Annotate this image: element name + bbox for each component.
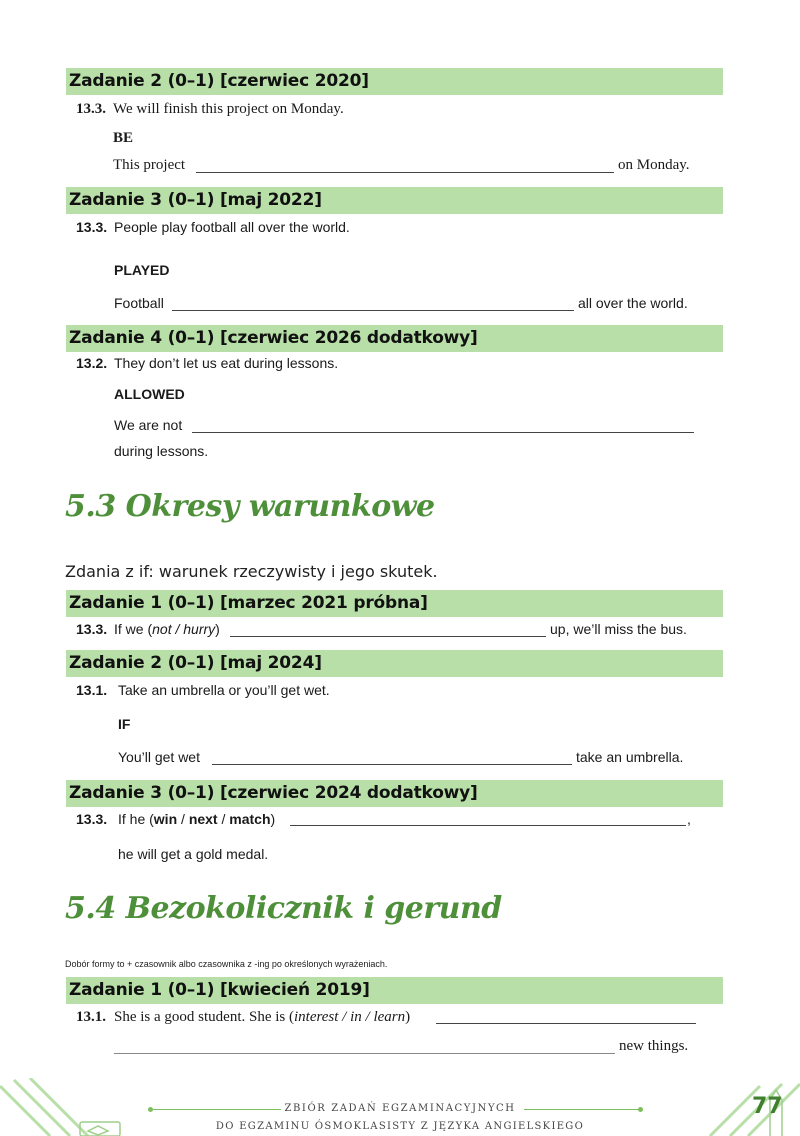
- answer-blank[interactable]: [290, 825, 686, 826]
- task-sentence: We will finish this project on Monday.: [113, 101, 344, 117]
- answer-prefix: We are not: [114, 417, 183, 433]
- answer-suffix: new things.: [619, 1038, 689, 1054]
- task-number: 13.2.: [76, 355, 108, 371]
- task-sentence: They don’t let us eat during lessons.: [114, 355, 339, 371]
- task-number: 13.1.: [76, 682, 108, 698]
- task-header: Zadanie 3 (0–1) [czerwiec 2024 dodatkowy]: [66, 780, 723, 807]
- task-keyword: ALLOWED: [114, 386, 185, 402]
- answer-suffix: during lessons.: [114, 443, 209, 459]
- task-number: 13.1.: [76, 1009, 106, 1025]
- answer-blank[interactable]: [196, 172, 614, 173]
- task-header: Zadanie 1 (0–1) [marzec 2021 próbna]: [66, 590, 723, 617]
- verb-cue: interest / in / learn: [294, 1009, 406, 1025]
- task-header: Zadanie 2 (0–1) [czerwiec 2020]: [66, 68, 723, 95]
- task-prompt: She is a good student. She is (interest / in / learn): [114, 1009, 411, 1025]
- task-number: 13.3.: [76, 811, 108, 827]
- section-title: 5.3 Okresy warunkowe: [65, 489, 435, 524]
- task-sentence: Take an umbrella or you’ll get wet.: [118, 682, 330, 698]
- answer-suffix: on Monday.: [618, 157, 690, 173]
- task-header: Zadanie 2 (0–1) [maj 2024]: [66, 650, 723, 677]
- task-prompt: If we (not / hurry): [114, 621, 220, 637]
- answer-suffix: he will get a gold medal.: [118, 846, 269, 862]
- task-sentence: People play football all over the world.: [114, 219, 350, 235]
- answer-suffix: up, we’ll miss the bus.: [550, 621, 687, 637]
- answer-suffix: all over the world.: [578, 295, 688, 311]
- task-number: 13.3.: [76, 621, 108, 637]
- answer-suffix: take an umbrella.: [576, 749, 684, 765]
- answer-blank[interactable]: [230, 636, 546, 637]
- verb-cue: not / hurry: [152, 621, 216, 637]
- answer-blank[interactable]: [114, 1053, 615, 1054]
- task-number: 13.3.: [76, 101, 106, 117]
- task-keyword: IF: [118, 716, 131, 732]
- answer-blank[interactable]: [172, 310, 574, 311]
- section-title: 5.4 Bezokolicznik i gerund: [65, 891, 502, 926]
- section-intro: Dobór formy to + czasownik albo czasownika z -ing po określonych wyrażeniach.: [65, 959, 388, 969]
- footer-title: ZBIÓR ZADAŃ EGZAMINACYJNYCH: [284, 1103, 516, 1114]
- answer-comma: ,: [687, 811, 691, 827]
- answer-blank[interactable]: [436, 1023, 696, 1024]
- answer-prefix: This project: [113, 157, 186, 173]
- answer-blank[interactable]: [212, 764, 572, 765]
- page-number: 77: [752, 1094, 783, 1119]
- answer-blank[interactable]: [192, 432, 694, 433]
- footer-subtitle: DO EGZAMINU ÓSMOKLASISTY Z JĘZYKA ANGIELSKIEGO: [215, 1121, 585, 1132]
- task-keyword: PLAYED: [114, 262, 170, 278]
- task-number: 13.3.: [76, 219, 108, 235]
- task-header: Zadanie 1 (0–1) [kwiecień 2019]: [66, 977, 723, 1004]
- answer-prefix: Football: [114, 295, 164, 311]
- section-intro: Zdania z if: warunek rzeczywisty i jego skutek.: [65, 562, 438, 581]
- answer-prefix: You’ll get wet: [118, 749, 200, 765]
- task-header: Zadanie 4 (0–1) [czerwiec 2026 dodatkowy]: [66, 325, 723, 352]
- task-prompt: If he (win / next / match): [118, 811, 276, 827]
- task-header: Zadanie 3 (0–1) [maj 2022]: [66, 187, 723, 214]
- task-keyword: BE: [113, 130, 134, 146]
